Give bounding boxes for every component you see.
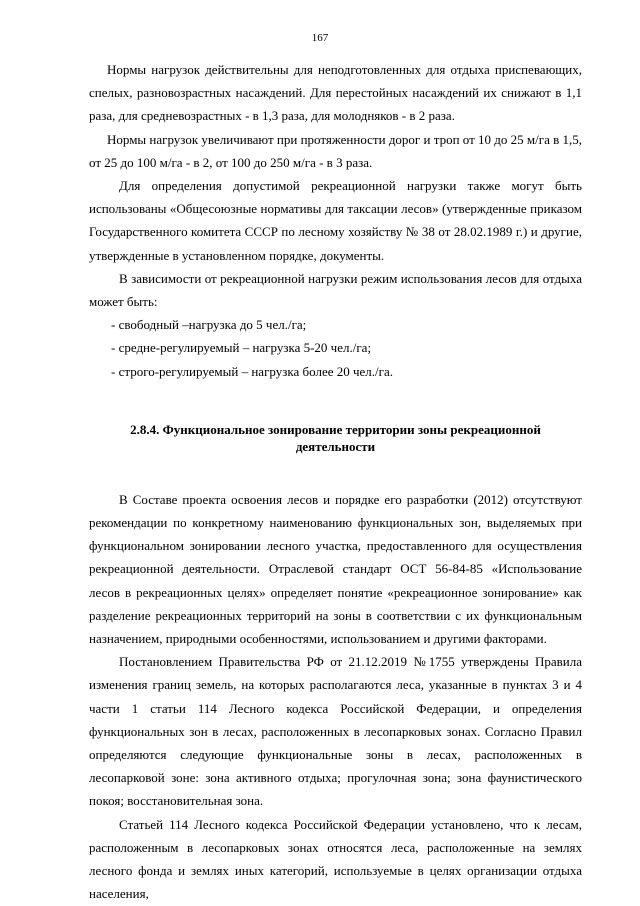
section-heading [89,421,582,455]
section-heading-line: деятельности [295,438,376,454]
page-content [89,58,582,906]
page-number: 167 [311,32,329,44]
list-item: - строго-регулируемый – нагрузка более 20 чел./га. [111,363,393,379]
paragraph: Для определения допустимой рекреационной нагрузки также могут быть использованы «Общесоюзные нормативы для таксации лесов» (утвержденные приказом Государственного комитета СССР по лесному хозяйству № 38 от 28.02.1989 г.) и другие, утвержденные в установленном порядке, документы. [89,178,582,263]
paragraph: Постановлением Правительства РФ от 21.12.2019 №1755 утверждены Правила изменения границ земель, на которых располагаются леса, указанные в пунктах 3 и 4 части 1 статьи 114 Лесного кодекса Российской Федерации, и определения функциональных зон в лесах, расположенных в лесопарковых зонах. Согласно Правил определяются следующие функциональные зоны в лесах, расположенных в лесопарковой зоне: зона активного отдыха; прогулочная зона; зона фаунистического покоя; восстановительная зона. [89,654,582,809]
list-item: - свободный –нагрузка до 5 чел./га; [111,317,307,333]
paragraph: В зависимости от рекреационной нагрузки режим использования лесов для отдыха может быть: [89,270,582,310]
paragraph: Нормы нагрузок увеличивают при протяженности дорог и троп от 10 до 25 м/га в 1,5, от 25 до 100 м/га - в 2, от 100 до 250 м/га - в 3 раза. [89,131,582,170]
paragraph: Статьей 114 Лесного кодекса Российской Федерации установлено, что к лесам, расположенным в лесопарковых зонах относятся леса, расположенные на землях лесного фонда и землях иных категорий, используемые в целях организации отдыха населения, [89,816,582,902]
paragraph: В Составе проекта освоения лесов и порядке его разработки (2012) отсутствуют рекомендации по конкретному наименованию функциональных зон, выделяемых при функциональном зонировании лесного участка, предоставленного для осуществления рекреационной деятельности. Отраслевой стандарт ОСТ 56-84-85 «Использование лесов в рекреационных целях» определяет понятие «рекреационное зонирование» как разделение рекреационных территорий на зоны в соответствии с их функциональным назначением, природными особенностями, использованием и другими факторами. [89,491,582,647]
list-item: - средне-регулируемый – нагрузка 5-20 чел./га; [111,340,372,356]
section-heading-line: 2.8.4. Функциональное зонирование территории зоны рекреационной [130,421,541,437]
paragraph: Нормы нагрузок действительны для неподготовленных для отдыха приспевающих, спелых, разновозрастных насаждений. Для перестойных насаждений их снижают в 1,1 раза, для средневозрастных - в 1,3 раза, для молодняков - в 2 раза. [89,62,582,124]
